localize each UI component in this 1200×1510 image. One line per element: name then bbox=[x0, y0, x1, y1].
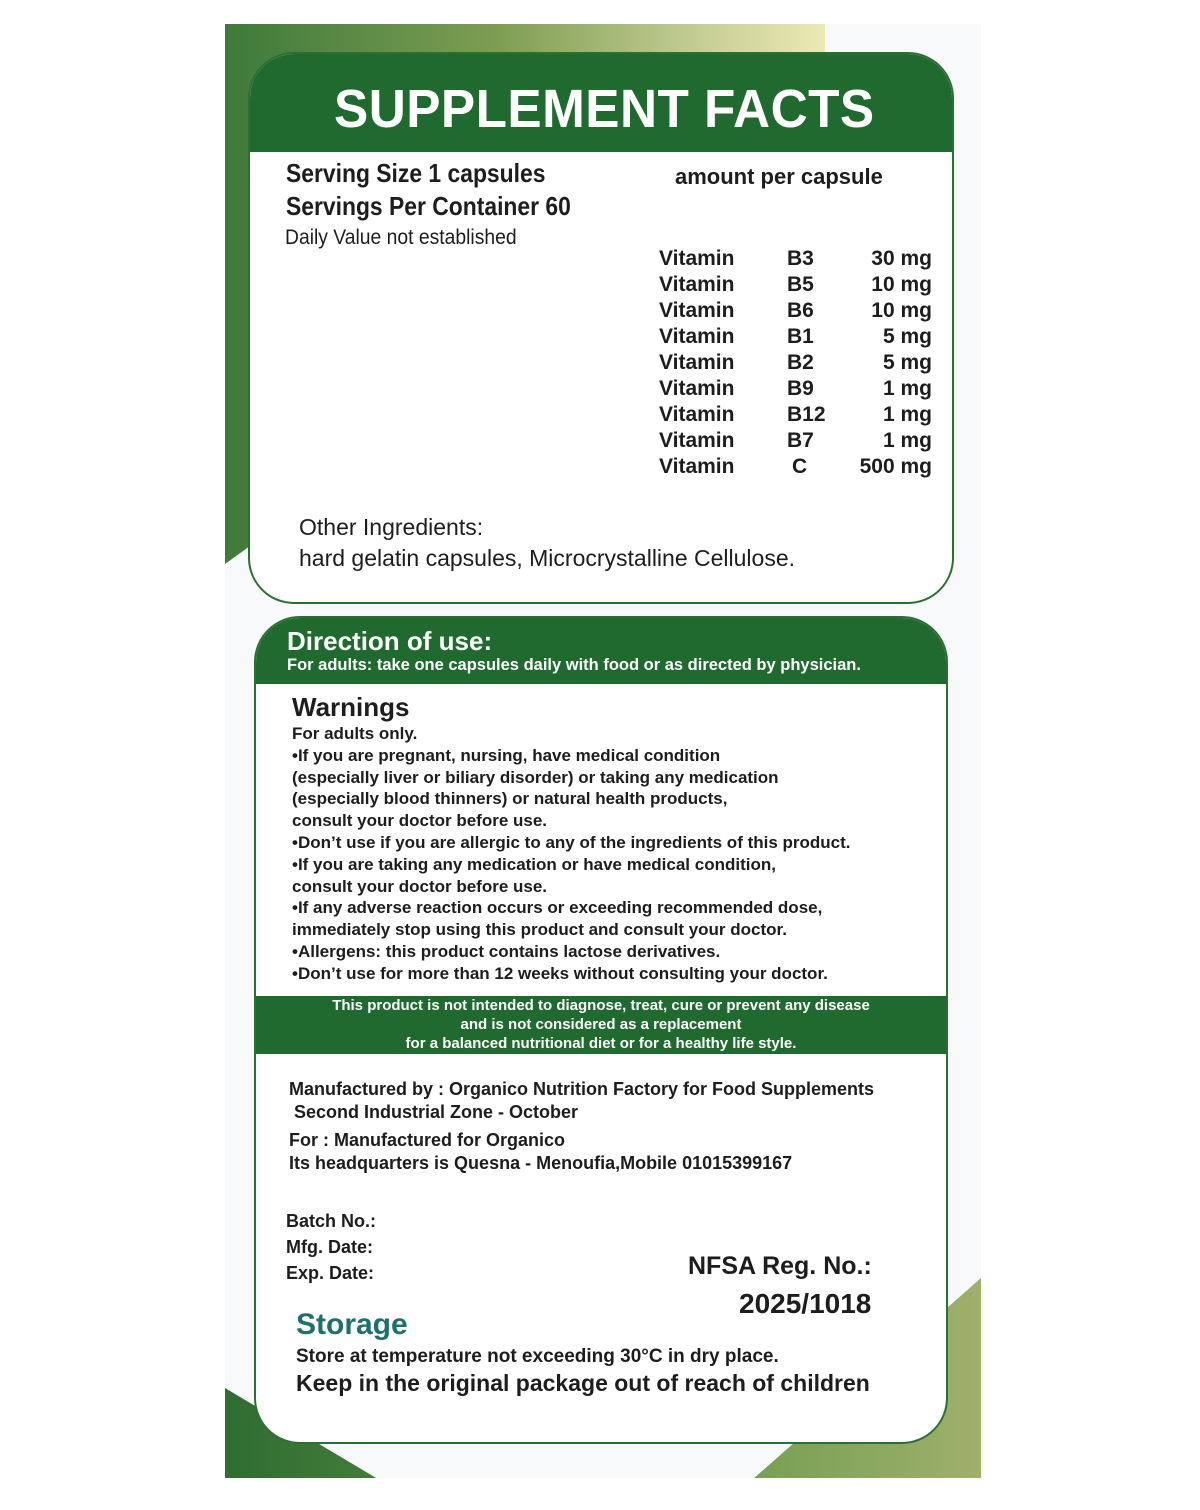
vitamin-amount: 5 mg bbox=[882, 351, 932, 374]
warning-line: •If you are taking any medication or have medical condition, bbox=[292, 854, 776, 874]
vitamin-name: Vitamin bbox=[659, 455, 735, 478]
disclaimer-line: This product is not intended to diagnose, treat, cure or prevent any disease bbox=[332, 997, 870, 1014]
vitamin-amount: 10 mg bbox=[871, 273, 932, 296]
vitamin-code: B1 bbox=[787, 325, 814, 348]
exp-date-label: Exp. Date: bbox=[286, 1263, 375, 1283]
warning-line: consult your doctor before use. bbox=[292, 811, 548, 831]
warning-line: •Don’t use if you are allergic to any of the ingredients of this product. bbox=[292, 833, 851, 852]
vitamin-code: C bbox=[792, 455, 808, 478]
warning-line: •Don’t use for more than 12 weeks without consulting your doctor. bbox=[292, 963, 828, 983]
servings-per-container: Servings Per Container 60 bbox=[286, 191, 571, 221]
storage-line: Store at temperature not exceeding 30°C in dry place. bbox=[296, 1346, 779, 1367]
disclaimer-line: for a balanced nutritional diet or for a healthy life style. bbox=[405, 1035, 797, 1052]
headquarters: Its headquarters is Quesna - Menoufia,Mobile 01015399167 bbox=[289, 1153, 793, 1173]
disclaimer-line: and is not considered as a replacement bbox=[460, 1016, 742, 1033]
manufacturer-line: Manufactured by : Organico Nutrition Factory for Food Supplements bbox=[289, 1079, 875, 1099]
vitamin-name: Vitamin bbox=[659, 247, 735, 270]
warning-line: consult your doctor before use. bbox=[292, 876, 548, 896]
storage-warning: Keep in the original package out of reach of children bbox=[296, 1370, 870, 1396]
vitamin-name: Vitamin bbox=[659, 273, 735, 296]
vitamin-name: Vitamin bbox=[659, 325, 735, 348]
supplement-facts-header bbox=[250, 54, 952, 152]
directions-text: For adults: take one capsules daily with food or as directed by physician. bbox=[287, 656, 861, 674]
supplement-facts-title: SUPPLEMENT FACTS bbox=[334, 79, 875, 139]
vitamin-amount: 5 mg bbox=[882, 325, 932, 348]
vitamin-name: Vitamin bbox=[659, 429, 735, 452]
warning-line: •If any adverse reaction occurs or exceeding recommended dose, bbox=[292, 898, 823, 918]
vitamin-code: B7 bbox=[787, 429, 814, 452]
vitamin-code: B6 bbox=[787, 299, 814, 322]
manufacturer-zone: Second Industrial Zone - October bbox=[294, 1102, 579, 1122]
amount-per-capsule-header: amount per capsule bbox=[675, 164, 883, 189]
vitamin-amount: 1 mg bbox=[882, 377, 932, 400]
manufactured-for: For : Manufactured for Organico bbox=[289, 1130, 566, 1150]
daily-value-note: Daily Value not established bbox=[285, 226, 517, 249]
batch-no-label: Batch No.: bbox=[286, 1211, 376, 1231]
vitamin-amount: 30 mg bbox=[871, 247, 932, 270]
directions-band bbox=[256, 618, 946, 684]
vitamin-name: Vitamin bbox=[659, 351, 735, 374]
warning-line: •If you are pregnant, nursing, have medical condition bbox=[292, 745, 721, 765]
directions-title: Direction of use: bbox=[287, 626, 493, 656]
warnings-title: Warnings bbox=[292, 692, 410, 722]
mfg-date-label: Mfg. Date: bbox=[286, 1237, 373, 1257]
vitamin-code: B3 bbox=[787, 247, 814, 270]
other-ingredients-label: Other Ingredients: bbox=[299, 514, 484, 540]
vitamin-code: B2 bbox=[787, 351, 814, 374]
nfsa-reg-label: NFSA Reg. No.: bbox=[688, 1252, 872, 1280]
warning-line: For adults only. bbox=[292, 724, 418, 743]
vitamin-name: Vitamin bbox=[659, 377, 735, 400]
warning-line: •Allergens: this product contains lactose derivatives. bbox=[292, 942, 721, 961]
other-ingredients-text: hard gelatin capsules, Microcrystalline Cellulose. bbox=[299, 545, 796, 571]
vitamin-amount: 10 mg bbox=[871, 299, 932, 322]
nfsa-reg-number: 2025/1018 bbox=[739, 1288, 872, 1319]
warning-line: (especially liver or biliary disorder) or taking any medication bbox=[292, 767, 779, 787]
disclaimer-band bbox=[256, 996, 946, 1054]
warning-line: immediately stop using this product and consult your doctor. bbox=[292, 920, 787, 940]
vitamin-amount: 1 mg bbox=[882, 429, 932, 452]
directions-panel bbox=[254, 616, 948, 1444]
vitamin-amount: 500 mg bbox=[859, 455, 932, 478]
storage-title: Storage bbox=[296, 1308, 408, 1341]
vitamin-code: B5 bbox=[787, 273, 814, 296]
serving-size: Serving Size 1 capsules bbox=[286, 158, 546, 188]
vitamin-code: B9 bbox=[787, 377, 814, 400]
vitamin-name: Vitamin bbox=[659, 403, 735, 426]
vitamin-code: B12 bbox=[787, 403, 826, 426]
vitamin-amount: 1 mg bbox=[882, 403, 932, 426]
vitamin-name: Vitamin bbox=[659, 299, 735, 322]
supplement-facts-panel bbox=[248, 52, 954, 604]
warning-line: (especially blood thinners) or natural health products, bbox=[292, 789, 728, 809]
